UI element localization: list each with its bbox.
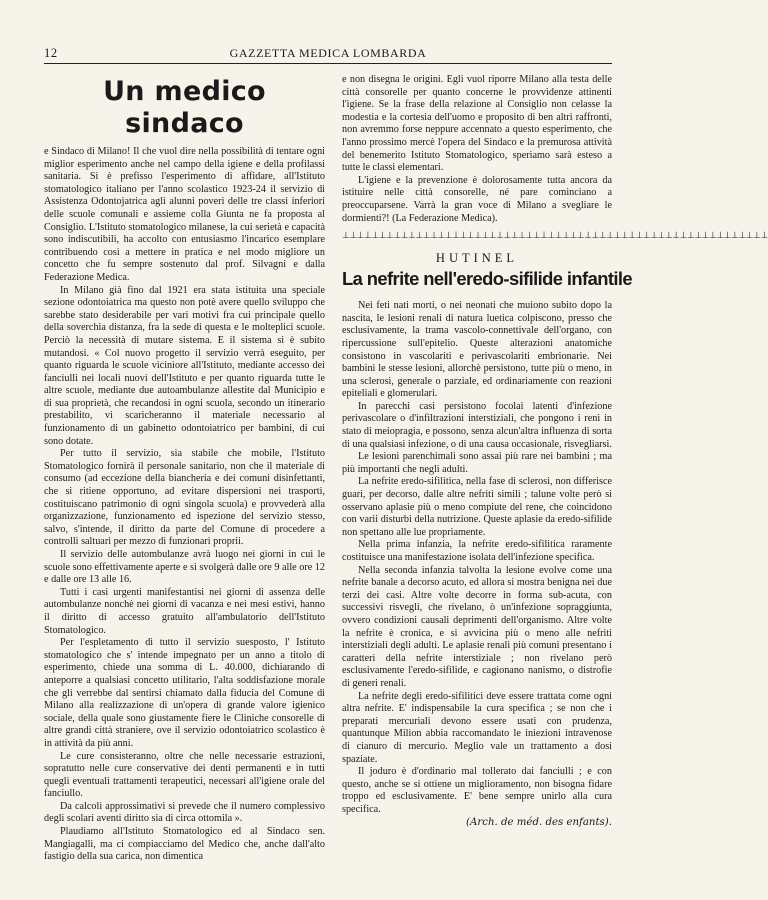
left-column — [44, 74, 325, 864]
paragraph: Nella seconda infanzia talvolta la lesione evolve come una nefrite banale a decorso acuto, ed allora si mostra benigna nei due terzi dei casi. Altre volte decorre in forma sub-acuta, con successivi risvegli, che rivelano, ò un'infezione sopraggiunta, ovvero condizioni causali deprimenti dell'organismo. Altre volte la nefrite è cronica, e si avvicina più o meno alle nefriti interstiziali degli adulti. Le aplasie renali più comuni presentano i caratteri della nefrite interstiziale ; non rivelano però esclusivamente l'eredo-sifilide, e cagionano nanismo, o distrofie di generi renali. — [342, 564, 612, 689]
paragraph: Il servizio delle autombulanze avrà luogo nei giorni in cui le scuole sono effettivamente aperte e si svolgerà dalle ore 9 alle ore 12 e dalle ore 13 alle 16. — [44, 549, 325, 586]
paragraph: Per tutto il servizio, sia stabile che mobile, l'Istituto Stomatologico fornirà il personale sanitario, non che il materiale di consumo (ad eccezione della biancheria e dei comuni disinfettanti, che si ritiene opportuno, ad evitare dispersioni nei trasporti, costituiscano patrimonio di ogni singola scuola) e provvederà alla organizzazione, funzionamento ed ispezione del servizio stesso, salvo, s'intende, il diritto da parte del Comune di procedere a controlli saltuari per mezzo di funzionari proprii. — [44, 448, 325, 548]
paragraph: Tutti i casi urgenti manifestantisi nei giorni di assenza delle autombulanze nonchè nei giorni di vacanza e nei mesi estivi, hanno il diritto di accesso gratuito all'ambulatorio dell'Istituto Stomatologico. — [44, 586, 325, 636]
paragraph: Il joduro è d'ordinario mal tollerato dai fanciulli ; e con questo, anche se si ottiene un miglioramento, non bisogna fidare troppo ed esclusivamente. E' bene sempre unirlo alla cura specifica. — [342, 766, 612, 815]
article-title-nefrite: La nefrite nell'eredo-sifilide infantile — [342, 268, 633, 290]
article-source: (Arch. de méd. des enfants). — [466, 817, 612, 829]
paragraph: La nefrite eredo-sifilitica, nella fase di sclerosi, non differisce guari, per decorso, dalle altre nefriti simili ; talune volte però si osservano aplasie più o meno compiute del rene, che coincidono con varii disturbi della nutrizione. Queste aplasie da eredo-sifilide non spettano alle lue propriamente. — [342, 476, 612, 538]
running-header — [44, 44, 612, 62]
paragraph: Le cure consisteranno, oltre che nelle necessarie estrazioni, sopratutto nelle cure conservative dei denti permanenti e in tutti quegli eventuali trattamenti terapeutici, necessari all'igiene orale del fanciullo. — [44, 750, 325, 800]
paragraph: L'igiene e la prevenzione è dolorosamente tutta ancora da istituire nelle città consorelle, né pare cominciano a preoccuparsene. Varrà la gran voce di Milano a svegliare le dormienti?! (La Federazione Medica). — [342, 174, 612, 224]
paragraph: e non disegna le origini. Egli vuol riporre Milano alla testa delle città consorelle per quanto concerne le provvidenze attinenti l'igiene. Se la frase della relazione al Consiglio non celasse la modestia e la cortesia dell'uomo e proposito di ben altri raffronti, non avremmo forse neppure accennato a questo esperimento, che l'anno prossimo mercè l'opera del Sindaco e la premurosa attività del benemerito Istituto Stomatologico, speriamo sarà esteso a tutte le classi elementari. — [342, 74, 612, 174]
paragraph: Da calcoli approssimativi si prevede che il numero complessivo degli scolari aventi diritto sia di circa ottomila ». — [44, 800, 325, 825]
paragraph: Per l'espletamento di tutto il servizio suesposto, l' Istituto stomatologico che s' intende impegnato per un anno a titolo di esperimento, chiede una somma di L. 40.000, dichiarando di anteporre a qualsiasi concetto utilitario, l'alta soddisfazione morale che gli verrebbe dal sentirsi chiamato dalla fiducia del Comune di Milano alla realizzazione di un'opera di grande valore igienico sociale, della quale sono giustamente fiere le Cliniche consorelle di altre grandi città straniere, ove il servizio odontoiatrico scolastico è in attività da più anni. — [44, 637, 325, 749]
paragraph: Nella prima infanzia, la nefrite eredo-sifilitica raramente costituisce una manifestazione isolata dell'infezione specifica. — [342, 539, 612, 563]
paragraph: La nefrite degli eredo-sifilitici deve essere trattata come ogni altra nefrite. E' indispensabile la cura specifica ; se non che i preparati mercuriali devono essere usati con prudenza, quantunque Milion abbia raccomandato le iniezioni intravenose di cianuro di mercurio. Meglio vale un trattamento a dosi spaziate. — [342, 690, 612, 765]
paragraph: Nei feti nati morti, o nei neonati che muiono subito dopo la nascita, le lesioni renali di natura luetica colpiscono, presso che esclusivamente, la trama vascolo-connettivale dell'organo, con ripercussione sull'epitelio. Queste alterazioni anatomiche consistono in vascolariti e perivascolariti embrionarie. Nei bambini le stesse lesioni, allorchè persistono, tutte più o meno, in una sclerosi, generale o parziale, ed ordinariamente con reazioni epiteliali e glomerulari. — [342, 300, 612, 400]
paragraph: Le lesioni parenchimali sono assai più rare nei bambini ; ma più importanti che negli adulti. — [342, 451, 612, 475]
paragraph: In parecchi casi persistono focolai latenti d'infezione perivascolare o d'infiltrazioni interstiziali, che pongono i reni in stato di meiopragia, e possono, senza alcun'altra influenza di sorta di una qualsiasi infezione, o di una causa occasionale, risvegliarsi. — [342, 400, 612, 450]
paragraph: Plaudiamo all'Istituto Stomatologico ed al Sindaco sen. Mangiagalli, ma ci compiacciamo del Medico che, anche dall'alto fastigio della sua carica, non dimentica — [44, 826, 325, 863]
journal-name: GAZZETTA MEDICA LOMBARDA — [229, 46, 427, 60]
decorative-divider: ⊥⊥⊥⊥⊥⊥⊥⊥⊥⊥⊥⊥⊥⊥⊥⊥⊥⊥⊥⊥⊥⊥⊥⊥⊥⊥⊥⊥⊥⊥⊥⊥⊥⊥⊥⊥⊥⊥⊥⊥⊥⊥⊥⊥⊥⊥⊥⊥⊥⊥⊥⊥⊥⊥⊥⊥⊥⊥ — [342, 231, 768, 242]
article-title-medico-sindaco: Un medico sindaco — [103, 76, 266, 139]
paragraph: e Sindaco di Milano! Il che vuol dire nella possibilità di tentare ogni miglior esperimento anche nel campo della igiene e della profilassi sanitaria. Si è prefisso l'esperimento di affidare, all'Istituto stomatologico italiano per l'anno scolastico 1923-24 il servizio di Assistenza Odontojatrica agli alunni poveri delle tre classi inferiori delle scuole comunali e assieme colla Giunta ne fa proposta al Consiglio. L'Istituto stomatologico milanese, la cui serietà e capacità sono indiscutibili, ha accolto con entusiasmo l'incarico esemplare contribuendo così a mettere in pratica e nel modo migliore un concetto che fu sempre sostenuto dal prof. Silvagni e dalla Federazione Medica. — [44, 146, 325, 283]
page-number: 12 — [44, 46, 58, 60]
header-rule — [44, 63, 612, 64]
article-author: HUTINEL — [435, 251, 519, 266]
paragraph: In Milano già fino dal 1921 era stata istituita una speciale sezione odontoiatrica ma questo non potè avere quello sviluppo che sarebbe stato desiderabile per vari motivi fra cui principale quello della soverchia distanza, fra la sede di questa e le molteplici scuole. Perciò la necessità di mutare sistema. E il sistema si è subito mutandosi. « Col nuovo progetto il servizio verrà eseguito, per quanto riguarda le scuole vicinìore all'Istituto, mediante accesso dei fanciulli nei locali nuovi dell'Istituto e per quanto riguarda tutte le altre scuole, mediante due autoambulanze allestite dal Municipio e di sua proprietà, che recandosi in ogni scuola, secondo un itinerario prestabilito, vi scaricheranno il materiale necessario al funzionamento di un gabinetto odontoiatrico per bambini, di cui sono dotate. — [44, 284, 325, 447]
right-column — [342, 74, 768, 830]
